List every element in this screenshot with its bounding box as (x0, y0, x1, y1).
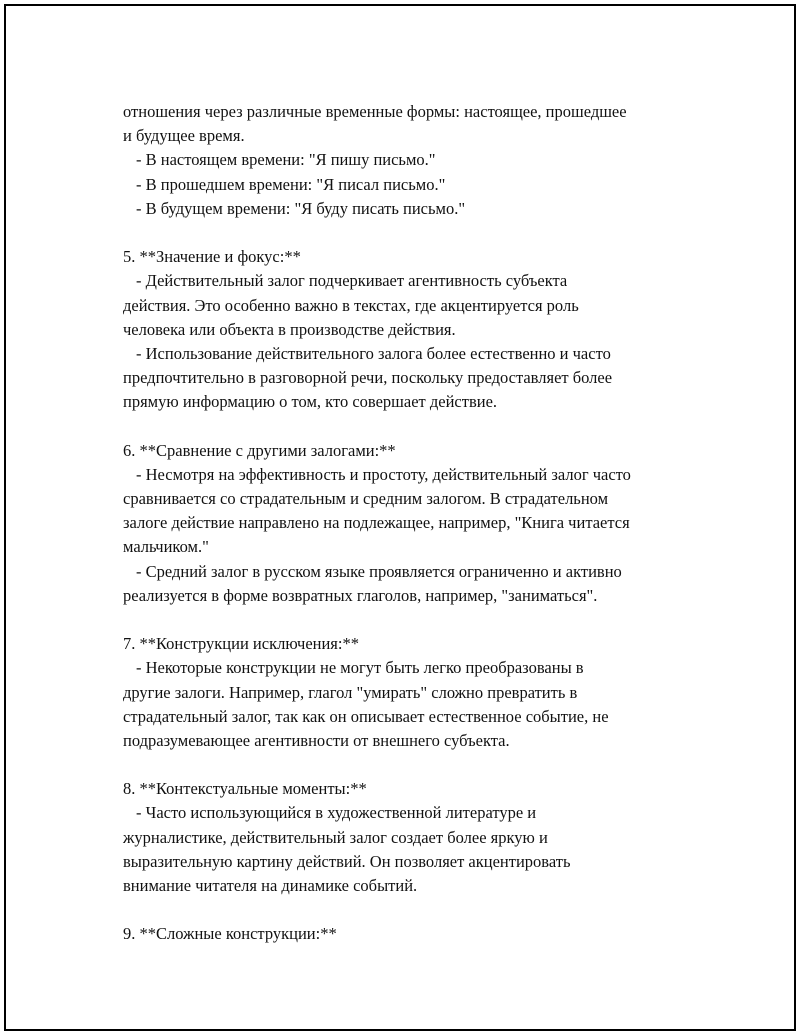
text-line: залоге действие направлено на подлежащее, например, "Книга читается (123, 513, 630, 533)
list-item: - Несмотря на эффективность и простоту, действительный залог часто (136, 464, 631, 484)
text-line: сравнивается со страдательным и средним залогом. В страдательном (123, 489, 609, 508)
section-heading: 8. **Контекстуальные моменты:** (123, 779, 367, 799)
text-line: реализуется в форме возвратных глаголов, например, "заниматься". (123, 585, 598, 605)
text-line: мальчиком." (123, 537, 209, 557)
text-line: человека или объекта в производстве действия. (123, 319, 456, 339)
list-item: - Действительный залог подчеркивает агентивность субъекта (136, 271, 568, 291)
section-heading: 7. **Конструкции исключения:** (123, 634, 359, 654)
text-line: предпочтительно в разговорной речи, поскольку предоставляет более (123, 368, 613, 388)
text-line: и будущее время. (123, 126, 245, 146)
text-line: другие залоги. Например, глагол "умирать" сложно превратить в (123, 682, 578, 702)
list-item: - Средний залог в русском языке проявляется ограниченно и активно (136, 561, 622, 581)
blank-line (123, 414, 723, 438)
blank-line (123, 753, 723, 777)
text-line: выразительную картину действий. Он позволяет акцентировать (123, 851, 571, 871)
section-heading: 9. **Сложные конструкции:** (123, 924, 337, 944)
text-line: действия. Это особенно важно в текстах, где акцентируется роль (123, 295, 579, 315)
section-heading: 5. **Значение и фокус:** (123, 247, 301, 267)
page-frame (4, 4, 796, 1031)
list-item: - Часто использующийся в художественной литературе и (136, 803, 537, 823)
blank-line (123, 221, 723, 245)
text-line: отношения через различные временные формы: настоящее, прошедшее (123, 102, 627, 121)
list-item: - Некоторые конструкции не могут быть легко преобразованы в (136, 658, 584, 678)
text-line: прямую информацию о том, кто совершает действие. (123, 392, 498, 412)
document-body (123, 100, 723, 947)
blank-line (123, 608, 723, 632)
list-item: - В прошедшем времени: "Я писал письмо." (136, 174, 446, 194)
list-item: - В настоящем времени: "Я пишу письмо." (136, 150, 436, 170)
list-item: - В будущем времени: "Я буду писать письмо." (136, 198, 466, 218)
text-line: внимание читателя на динамике событий. (123, 876, 418, 895)
text-line: журналистике, действительный залог создает более яркую и (123, 827, 548, 847)
text-line: страдательный залог, так как он описывает естественное событие, не (123, 706, 609, 726)
blank-line (123, 898, 723, 922)
section-heading: 6. **Сравнение с другими залогами:** (123, 440, 396, 460)
text-line: подразумевающее агентивности от внешнего субъекта. (123, 730, 510, 750)
list-item: - Использование действительного залога более естественно и часто (136, 343, 611, 363)
